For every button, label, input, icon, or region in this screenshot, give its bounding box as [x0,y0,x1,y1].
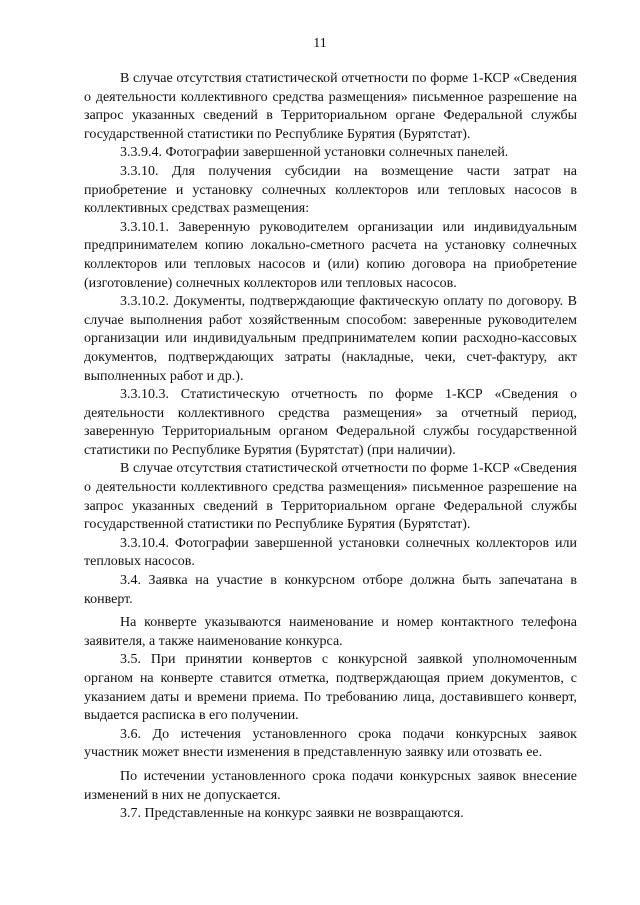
paragraph: 3.5. При принятии конвертов с конкурсной заявкой уполномоченным органом на конверте ставится отметка, подтверждающая прием документов, с указанием даты и времени приема. По требованию лица, доставившего конверт, выдается расписка в его получении. [84,652,577,724]
paragraph: 3.7. Представленные на конкурс заявки не возвращаются. [120,806,464,822]
paragraph: 3.3.9.4. Фотографии завершенной установки солнечных панелей. [120,145,509,161]
paragraph: 3.3.10.4. Фотографии завершенной установки солнечных коллекторов или тепловых насосов. [84,535,577,570]
paragraph: В случае отсутствия статистической отчетности по форме 1-КСР «Сведения о деятельности коллективного средства размещения» письменное разрешение на запрос указанных сведений в Территориальном органе Федеральной службы государственной статистики по Республике Бурятия (Бурятстат). [84,461,577,533]
paragraph: 3.3.10.3. Статистическую отчетность по форме 1-КСР «Сведения о деятельности коллективного средства размещения» за отчетный период, заверенную Территориальным органом Федеральной службы государственной статистики по Республике Бурятия (Бурятстат) (при наличии). [84,387,577,458]
paragraph: 3.3.10.1. Заверенную руководителем организации или индивидуальным предпринимателем копию локально-сметного расчета на установку солнечных коллекторов или тепловых насосов и (или) копию договора на приобретение (изготовление) солнечных коллекторов или тепловых насосов. [84,219,577,291]
paragraph: 3.3.10.2. Документы, подтверждающие фактическую оплату по договору. В случае выполнения работ хозяйственным способом: заверенные руководителем организации или индивидуальным предпринимателем копии расходно-кассовых документов, подтверждающих затраты (накладные, чеки, счет-фактуру, акт выполненных работ и др.). [84,294,577,384]
paragraph: 3.4. Заявка на участие в конкурсном отборе должна быть запечатана в конверт. [84,573,577,607]
paragraph: В случае отсутствия статистической отчетности по форме 1-КСР «Сведения о деятельности коллективного средства размещения» письменное разрешение на запрос указанных сведений в Территориальном органе Федеральной службы государственной статистики по Республике Бурятия (Бурятстат). [84,71,577,142]
document-body [84,70,577,824]
paragraph: По истечении установленного срока подачи конкурсных заявок внесение изменений в них не допускается. [84,768,577,803]
paragraph: 3.6. До истечения установленного срока подачи конкурсных заявок участник может внести изменения в представленную заявку или отозвать ее. [84,726,577,761]
page-number: 11 [313,36,327,51]
paragraph: На конверте указываются наименование и номер контактного телефона заявителя, а также наименование конкурса. [84,615,577,649]
paragraph: 3.3.10. Для получения субсидии на возмещение части затрат на приобретение и установку солнечных коллекторов или тепловых насосов в коллективных средствах размещения: [84,163,577,217]
